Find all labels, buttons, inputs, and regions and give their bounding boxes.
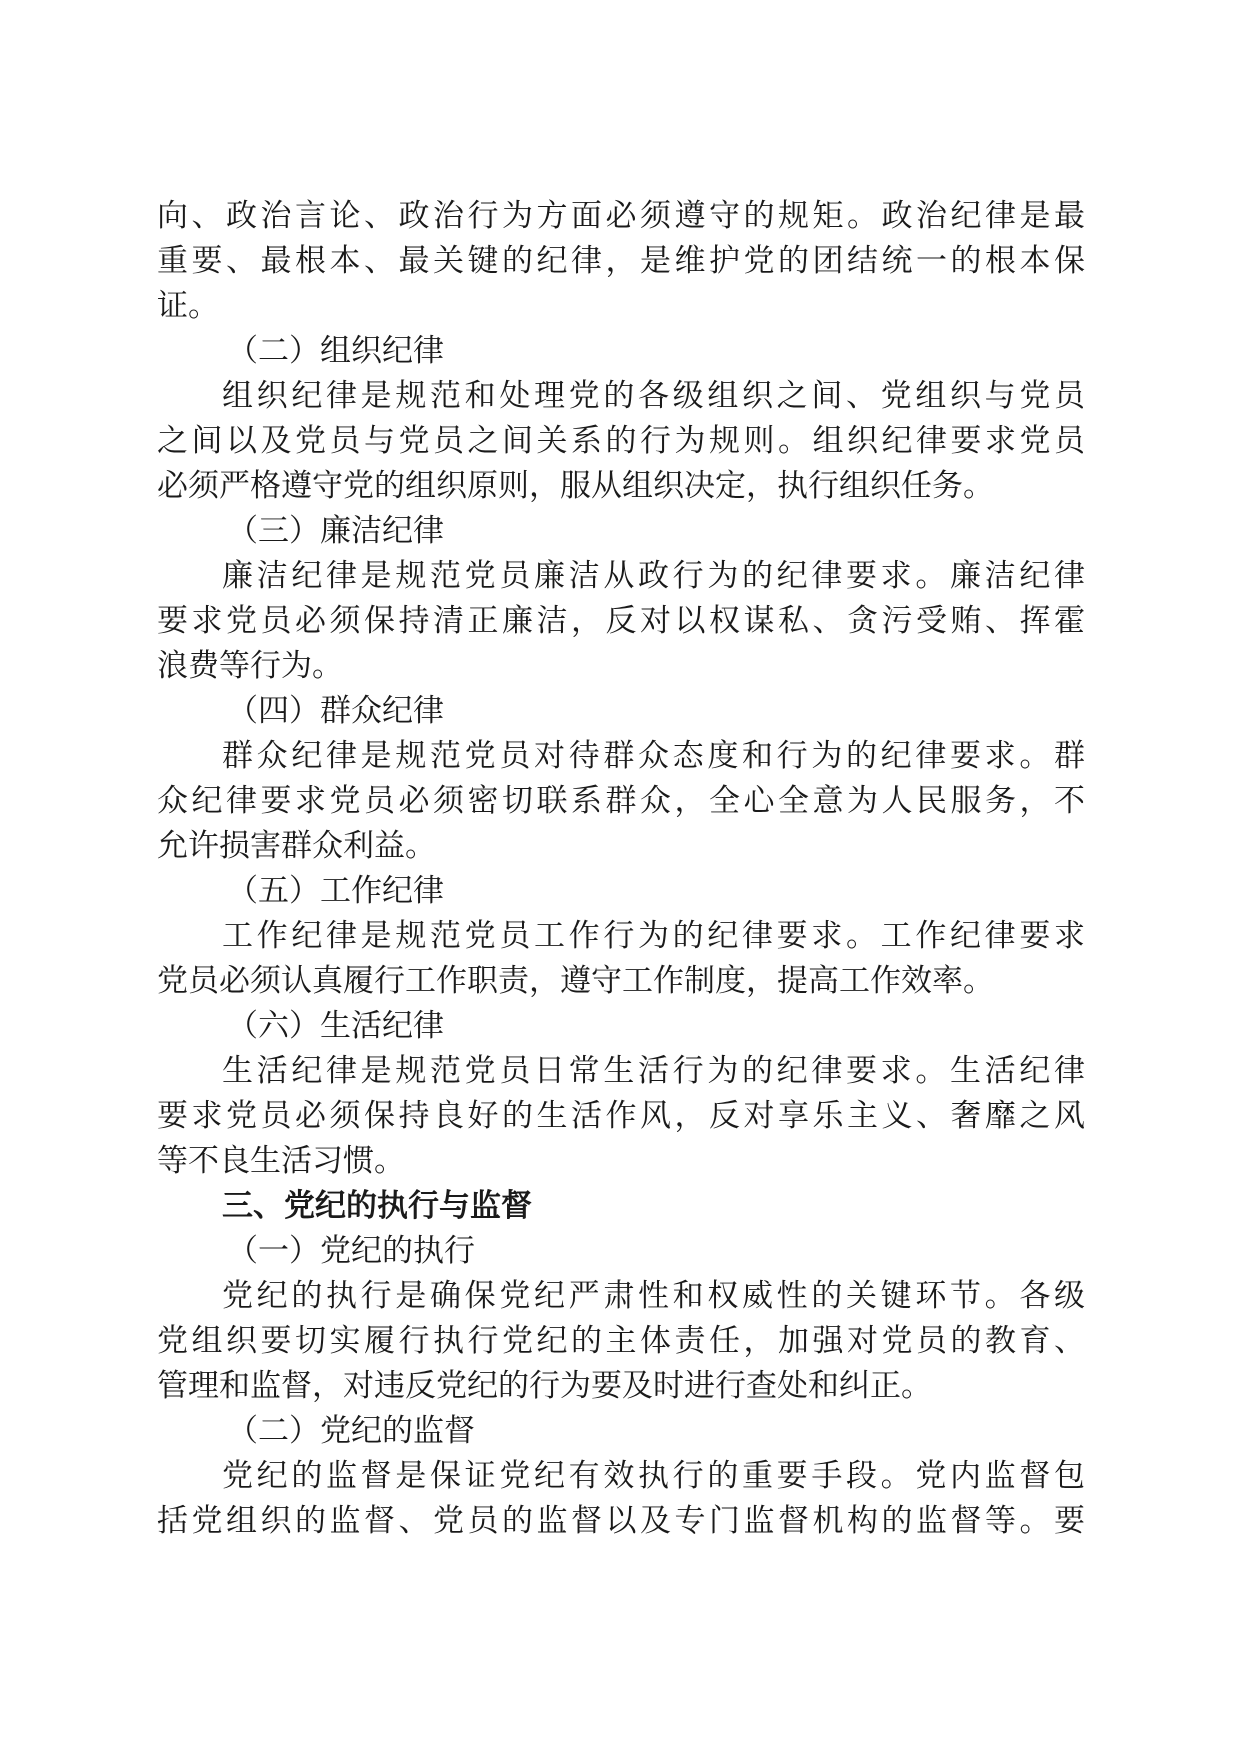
heading-life-discipline: （六）生活纪律 <box>227 1008 444 1044</box>
text-line: 允许损害群众利益。 <box>157 828 436 864</box>
text-line: 组织纪律是规范和处理党的各级组织之间、党组织与党员 <box>222 378 1085 414</box>
text-line: 党员必须认真履行工作职责，遵守工作制度，提高工作效率。 <box>157 963 994 999</box>
heading-integrity-discipline: （三）廉洁纪律 <box>227 513 444 549</box>
paragraph-organizational-discipline <box>157 374 1085 509</box>
text-line: 证。 <box>157 288 219 324</box>
paragraph-life-discipline <box>157 1049 1085 1184</box>
heading-organizational-discipline: （二）组织纪律 <box>227 333 444 369</box>
text-line: 括党组织的监督、党员的监督以及专门监督机构的监督等。要 <box>157 1503 1085 1539</box>
text-line: 等不良生活习惯。 <box>157 1143 405 1179</box>
text-line: 向、政治言论、政治行为方面必须遵守的规矩。政治纪律是最 <box>157 198 1085 234</box>
paragraph-integrity-discipline <box>157 554 1085 689</box>
paragraph-enforcement <box>157 1274 1085 1409</box>
document-body <box>157 194 1085 1544</box>
text-line: 党纪的执行是确保党纪严肃性和权威性的关键环节。各级 <box>222 1278 1085 1314</box>
text-line: 众纪律要求党员必须密切联系群众，全心全意为人民服务，不 <box>157 783 1085 819</box>
heading-enforcement: （一）党纪的执行 <box>227 1233 475 1269</box>
heading-supervision: （二）党纪的监督 <box>227 1413 475 1449</box>
text-line: 重要、最根本、最关键的纪律，是维护党的团结统一的根本保 <box>157 243 1085 279</box>
text-line: 要求党员必须保持良好的生活作风，反对享乐主义、奢靡之风 <box>157 1098 1085 1134</box>
paragraph-political-discipline-continued <box>157 194 1085 329</box>
text-line: 廉洁纪律是规范党员廉洁从政行为的纪律要求。廉洁纪律 <box>222 558 1085 594</box>
text-line: 生活纪律是规范党员日常生活行为的纪律要求。生活纪律 <box>222 1053 1085 1089</box>
section-title-enforcement-supervision: 三、党纪的执行与监督 <box>222 1188 532 1224</box>
paragraph-work-discipline <box>157 914 1085 1004</box>
text-line: 之间以及党员与党员之间关系的行为规则。组织纪律要求党员 <box>157 423 1085 459</box>
paragraph-mass-discipline <box>157 734 1085 869</box>
text-line: 党组织要切实履行执行党纪的主体责任，加强对党员的教育、 <box>157 1323 1085 1359</box>
paragraph-supervision <box>157 1454 1085 1544</box>
text-line: 要求党员必须保持清正廉洁，反对以权谋私、贪污受贿、挥霍 <box>157 603 1085 639</box>
heading-mass-discipline: （四）群众纪律 <box>227 693 444 729</box>
text-line: 浪费等行为。 <box>157 648 343 684</box>
text-line: 必须严格遵守党的组织原则，服从组织决定，执行组织任务。 <box>157 468 994 504</box>
heading-work-discipline: （五）工作纪律 <box>227 873 444 909</box>
text-line: 管理和监督，对违反党纪的行为要及时进行查处和纠正。 <box>157 1368 932 1404</box>
text-line: 党纪的监督是保证党纪有效执行的重要手段。党内监督包 <box>222 1458 1085 1494</box>
text-line: 群众纪律是规范党员对待群众态度和行为的纪律要求。群 <box>222 738 1085 774</box>
text-line: 工作纪律是规范党员工作行为的纪律要求。工作纪律要求 <box>222 918 1085 954</box>
